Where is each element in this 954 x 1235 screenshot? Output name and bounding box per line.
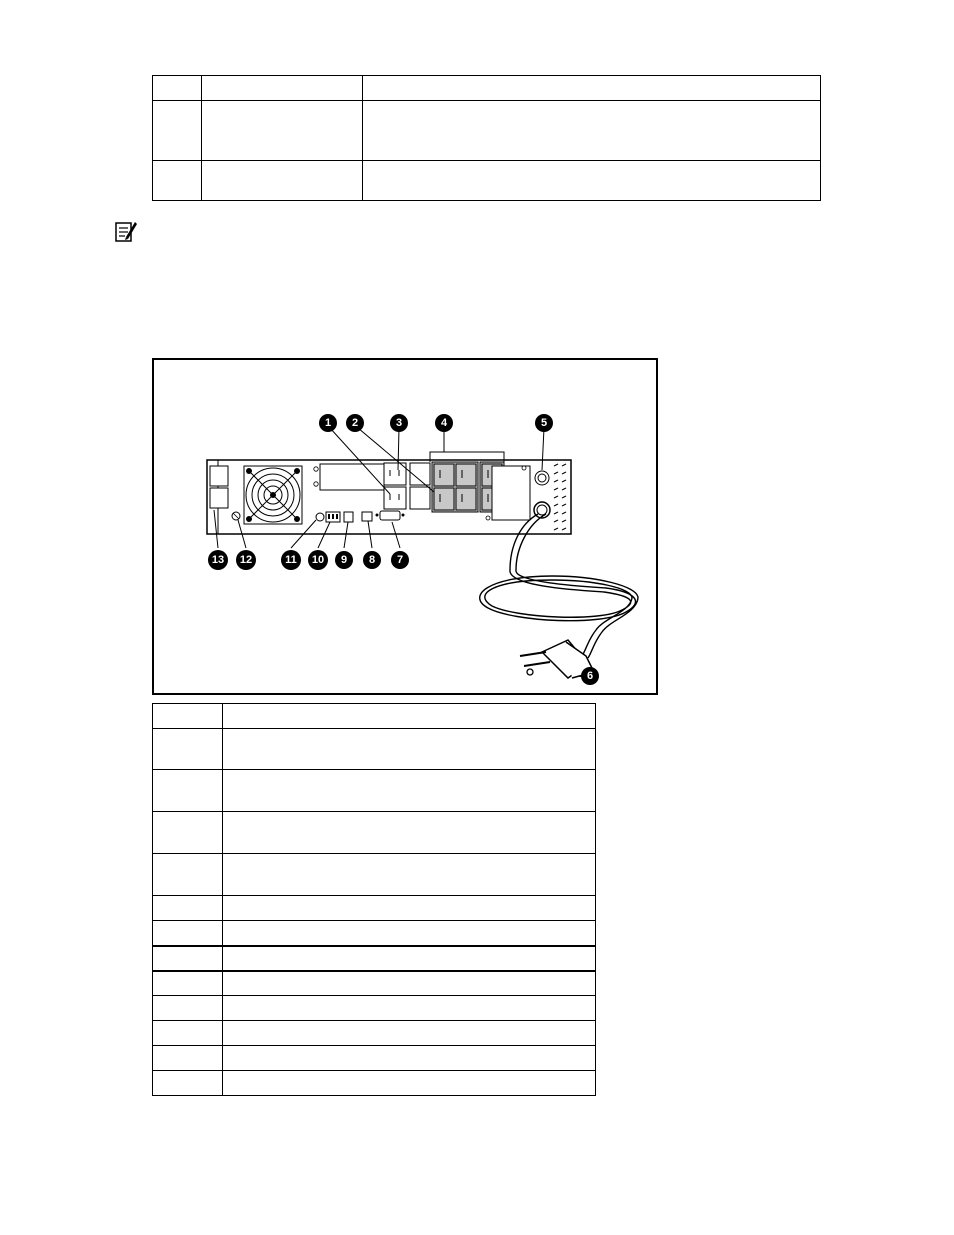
top-table-cell [153,160,202,200]
callout-2 [346,414,364,432]
legend-row [153,921,596,946]
legend-header-row [153,704,596,729]
callout-7 [391,551,409,569]
svg-text:9: 9 [340,554,348,566]
legend-row [153,1046,596,1071]
legend-row [153,770,596,812]
legend-cell [153,704,223,729]
legend-cell [223,971,596,996]
ups-rear-panel-drawing [154,360,660,697]
fan-icon [244,466,302,524]
top-table-cell [363,76,821,101]
top-table-cell [153,101,202,160]
legend-cell [153,1021,223,1046]
top-table-cell [363,101,821,160]
callout-1 [319,414,337,432]
svg-text:8: 8 [368,554,376,566]
network-port-icon [344,512,353,522]
outlet-icon [384,463,406,485]
svg-text:2: 2 [351,417,359,429]
legend-row [153,1021,596,1046]
legend-cell [223,921,596,946]
callout-10 [308,550,328,570]
ups-rear-panel-figure [152,358,658,695]
legend-cell [153,854,223,896]
top-table-row [153,160,821,200]
legend-row [153,1071,596,1096]
legend-cell [153,770,223,812]
callout-5 [535,414,553,432]
usb-port-icon [362,512,372,521]
callout-8 [363,551,381,569]
top-table-cell [202,76,363,101]
serial-port-icon [380,511,400,520]
top-table-cell [202,160,363,200]
legend-cell [223,1071,596,1096]
svg-text:6: 6 [586,670,594,682]
legend-cell [223,854,596,896]
legend-cell [223,896,596,921]
important-note-icon [114,219,138,243]
legend-cell [153,1046,223,1071]
svg-text:7: 7 [396,554,404,566]
legend-cell [153,1071,223,1096]
legend-cell [223,729,596,770]
svg-text:3: 3 [395,417,403,429]
svg-text:11: 11 [285,554,297,566]
callout-11 [281,550,301,570]
top-table [152,75,821,201]
legend-cell [223,1046,596,1071]
power-cord [480,514,638,658]
legend-cell [153,921,223,946]
legend-cell [153,896,223,921]
top-table-cell [363,160,821,200]
legend-row [153,812,596,854]
callout-12 [236,550,256,570]
legend-row [153,854,596,896]
legend-cell [223,704,596,729]
svg-text:4: 4 [440,417,448,429]
legend-cell [153,812,223,854]
legend-cell [223,1021,596,1046]
svg-text:5: 5 [540,417,548,429]
legend-row [153,996,596,1021]
legend-cell [153,946,223,971]
top-table-cell [153,76,202,101]
legend-cell [153,729,223,770]
legend-cell [153,996,223,1021]
legend-table [152,703,596,1096]
legend-cell [223,812,596,854]
legend-cell [223,996,596,1021]
legend-row [153,896,596,921]
svg-text:10: 10 [311,554,325,566]
battery-connector-icon [210,466,228,486]
top-table-row [153,101,821,160]
callout-3 [390,414,408,432]
legend-row [153,729,596,770]
legend-row [153,971,596,996]
outlet-icon [410,487,430,509]
reset-button-icon [316,513,324,521]
svg-text:12: 12 [239,554,253,566]
legend-cell [223,946,596,971]
legend-cell [223,770,596,812]
svg-text:13: 13 [211,554,225,566]
callout-4 [435,414,453,432]
callout-6 [581,667,599,685]
cover-plate [492,466,530,520]
top-table-cell [202,101,363,160]
legend-cell [153,971,223,996]
top-table-header-row [153,76,821,101]
svg-text:1: 1 [324,417,332,429]
callout-13 [208,550,228,570]
callout-9 [335,551,353,569]
legend-row [153,946,596,971]
